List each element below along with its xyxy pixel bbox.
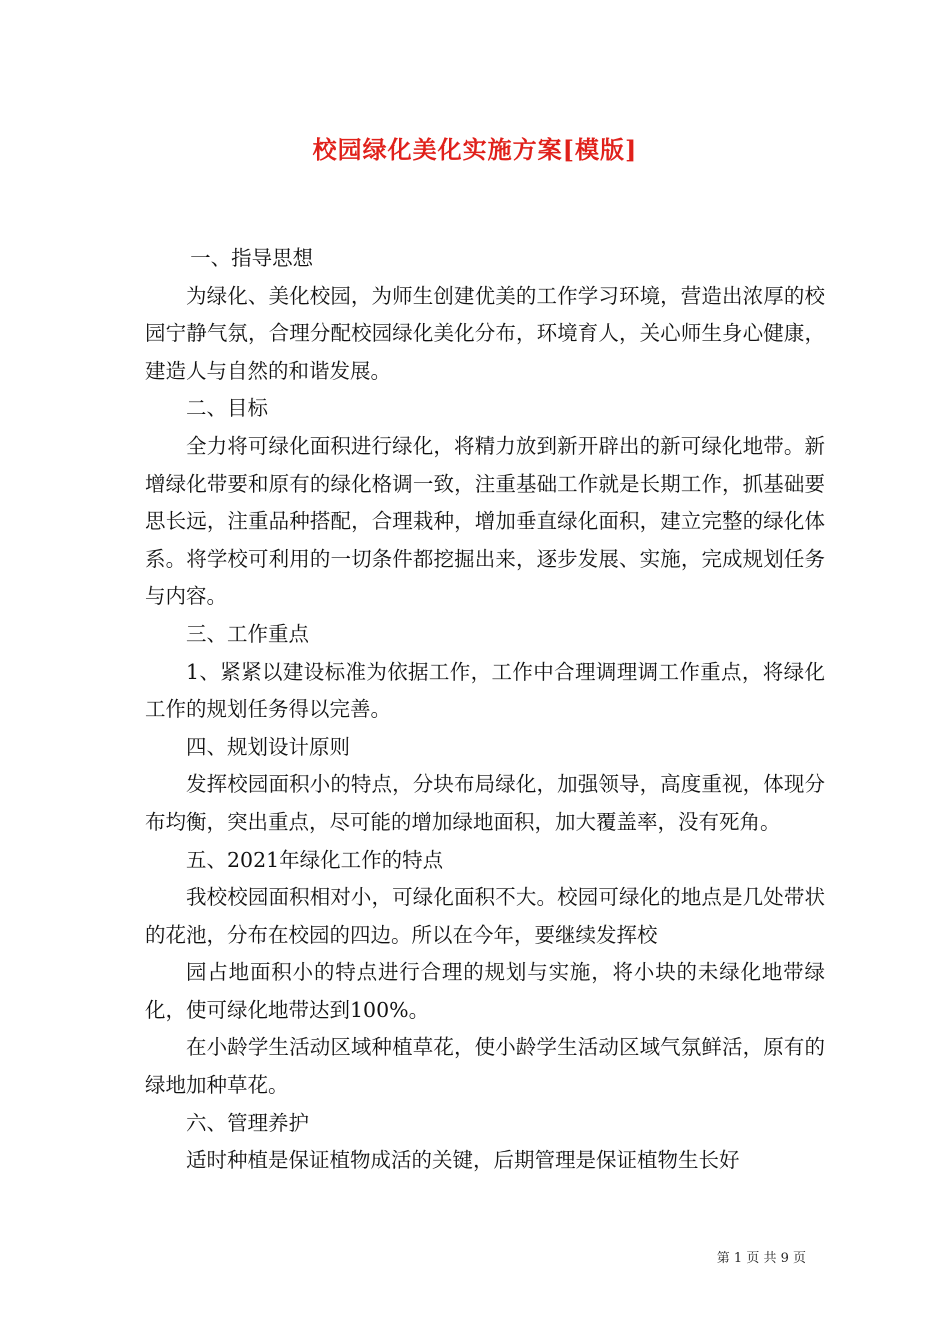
- section-paragraph: 在小龄学生活动区域种植草花，使小龄学生活动区域气氛鲜活，原有的绿地加种草花。: [145, 1035, 825, 1098]
- section-heading: 一、指导思想: [190, 246, 314, 270]
- section-heading: 五、2021年绿化工作的特点: [186, 847, 444, 872]
- section-heading: 二、目标: [186, 396, 268, 421]
- section-paragraph: 1、紧紧以建设标准为依据工作，工作中合理调理调工作重点，将绿化工作的规划任务得以完善。: [145, 659, 825, 722]
- section-paragraph: 发挥校园面积小的特点，分块布局绿化，加强领导，高度重视，体现分布均衡，突出重点，尽可能的增加绿地面积，加大覆盖率，没有死角。: [145, 772, 825, 834]
- section-paragraph: 为绿化、美化校园，为师生创建优美的工作学习环境，营造出浓厚的校园宁静气氛，合理分配校园绿化美化分布，环境育人，关心师生身心健康，建造人与自然的和谐发展。: [145, 283, 825, 383]
- document-body: [145, 240, 825, 1180]
- page-number: 第 1 页 共 9 页: [716, 1251, 806, 1266]
- section-heading: 三、工作重点: [186, 621, 309, 646]
- section-paragraph: 全力将可绿化面积进行绿化，将精力放到新开辟出的新可绿化地带。新增绿化带要和原有的绿化格调一致，注重基础工作就是长期工作，抓基础要思长远，注重品种搭配，合理栽种，增加垂直绿化面积，建立完整的绿化体系。将学校可利用的一切条件都挖掘出来，逐步发展、实施，完成规划任务与内容。: [145, 433, 825, 609]
- section-heading: 四、规划设计原则: [186, 734, 350, 759]
- section-paragraph: 我校校园面积相对小，可绿化面积不大。校园可绿化的地点是几处带状的花池，分布在校园的四边。所以在今年，要继续发挥校: [145, 885, 825, 947]
- section-heading: 六、管理养护: [186, 1110, 309, 1135]
- section-paragraph: 适时种植是保证植物成活的关键，后期管理是保证植物生长好: [186, 1148, 740, 1173]
- document-title: 校园绿化美化实施方案[模版]: [312, 135, 638, 164]
- section-paragraph: 园占地面积小的特点进行合理的规划与实施，将小块的未绿化地带绿化，使可绿化地带达到100%。: [145, 960, 825, 1022]
